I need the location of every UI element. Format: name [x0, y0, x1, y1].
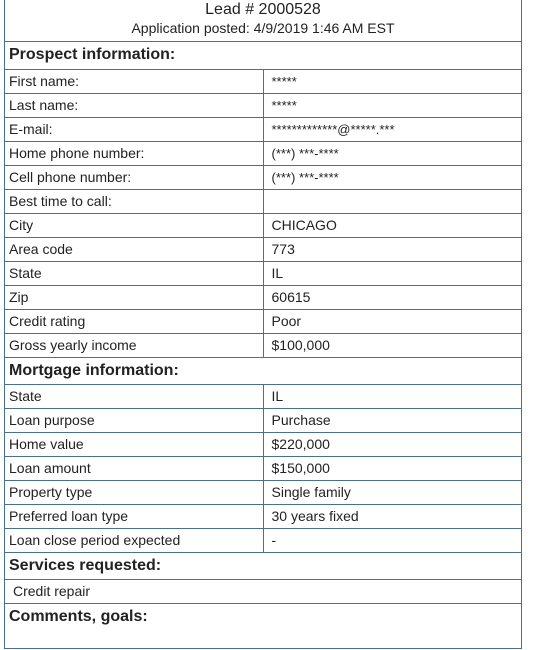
row-label: State — [5, 261, 263, 285]
section-services — [5, 552, 521, 579]
table-row — [5, 333, 521, 357]
row-value: CHICAGO — [263, 213, 521, 237]
section-title: Mortgage information: — [5, 357, 521, 384]
table-row — [5, 237, 521, 261]
table-row — [5, 213, 521, 237]
row-label: Preferred loan type — [5, 504, 263, 528]
lead-detail-sheet — [4, 0, 522, 649]
row-label: E-mail: — [5, 117, 263, 141]
table-row — [5, 189, 521, 213]
section-title: Comments, goals: — [9, 607, 148, 625]
row-label: Loan close period expected — [5, 528, 263, 552]
row-value: *************@*****.*** — [263, 117, 521, 141]
row-value: (***) ***-**** — [263, 141, 521, 165]
row-value: 773 — [263, 237, 521, 261]
row-value: $220,000 — [263, 432, 521, 456]
row-value: (***) ***-**** — [263, 165, 521, 189]
table-row — [5, 117, 521, 141]
table-row — [5, 504, 521, 528]
row-label: Area code — [5, 237, 263, 261]
table-row — [5, 480, 521, 504]
row-value: 30 years fixed — [263, 504, 521, 528]
section-title: Services requested: — [5, 552, 521, 579]
row-label: State — [5, 384, 263, 408]
row-label: Zip — [5, 285, 263, 309]
row-label: Cell phone number: — [5, 165, 263, 189]
table-row — [5, 93, 521, 117]
section-comments — [5, 603, 521, 630]
row-label: Credit rating — [5, 309, 263, 333]
table-row — [5, 69, 521, 93]
row-label: Gross yearly income — [5, 333, 263, 357]
table-row — [5, 285, 521, 309]
row-value — [263, 189, 521, 213]
service-item: Credit repair — [5, 579, 521, 603]
row-label: Home phone number: — [5, 141, 263, 165]
row-value: $100,000 — [263, 333, 521, 357]
application-posted: Application posted: 4/9/2019 1:46 AM EST — [131, 20, 395, 36]
row-label: First name: — [5, 69, 263, 93]
section-prospect — [5, 42, 521, 69]
row-label: Loan purpose — [5, 408, 263, 432]
row-value: $150,000 — [263, 456, 521, 480]
table-row — [5, 408, 521, 432]
row-value: Purchase — [263, 408, 521, 432]
row-value: ***** — [263, 69, 521, 93]
row-label: Property type — [5, 480, 263, 504]
row-value: IL — [263, 261, 521, 285]
table-row — [5, 165, 521, 189]
table-row — [5, 432, 521, 456]
row-label: Last name: — [5, 93, 263, 117]
table-row — [5, 528, 521, 552]
row-value: Single family — [263, 480, 521, 504]
lead-table — [5, 42, 521, 630]
row-label: City — [5, 213, 263, 237]
row-value: Poor — [263, 309, 521, 333]
row-value: 60615 — [263, 285, 521, 309]
section-title: Prospect information: — [5, 42, 521, 69]
lead-number: Lead # 2000528 — [205, 1, 321, 18]
row-value: IL — [263, 384, 521, 408]
table-row — [5, 141, 521, 165]
row-value: - — [263, 528, 521, 552]
row-value: ***** — [263, 93, 521, 117]
table-row — [5, 309, 521, 333]
list-item — [5, 579, 521, 603]
table-row — [5, 456, 521, 480]
row-label: Loan amount — [5, 456, 263, 480]
row-label: Home value — [5, 432, 263, 456]
table-row — [5, 384, 521, 408]
table-row — [5, 261, 521, 285]
section-mortgage — [5, 357, 521, 384]
row-label: Best time to call: — [5, 189, 263, 213]
lead-header — [5, 0, 521, 42]
